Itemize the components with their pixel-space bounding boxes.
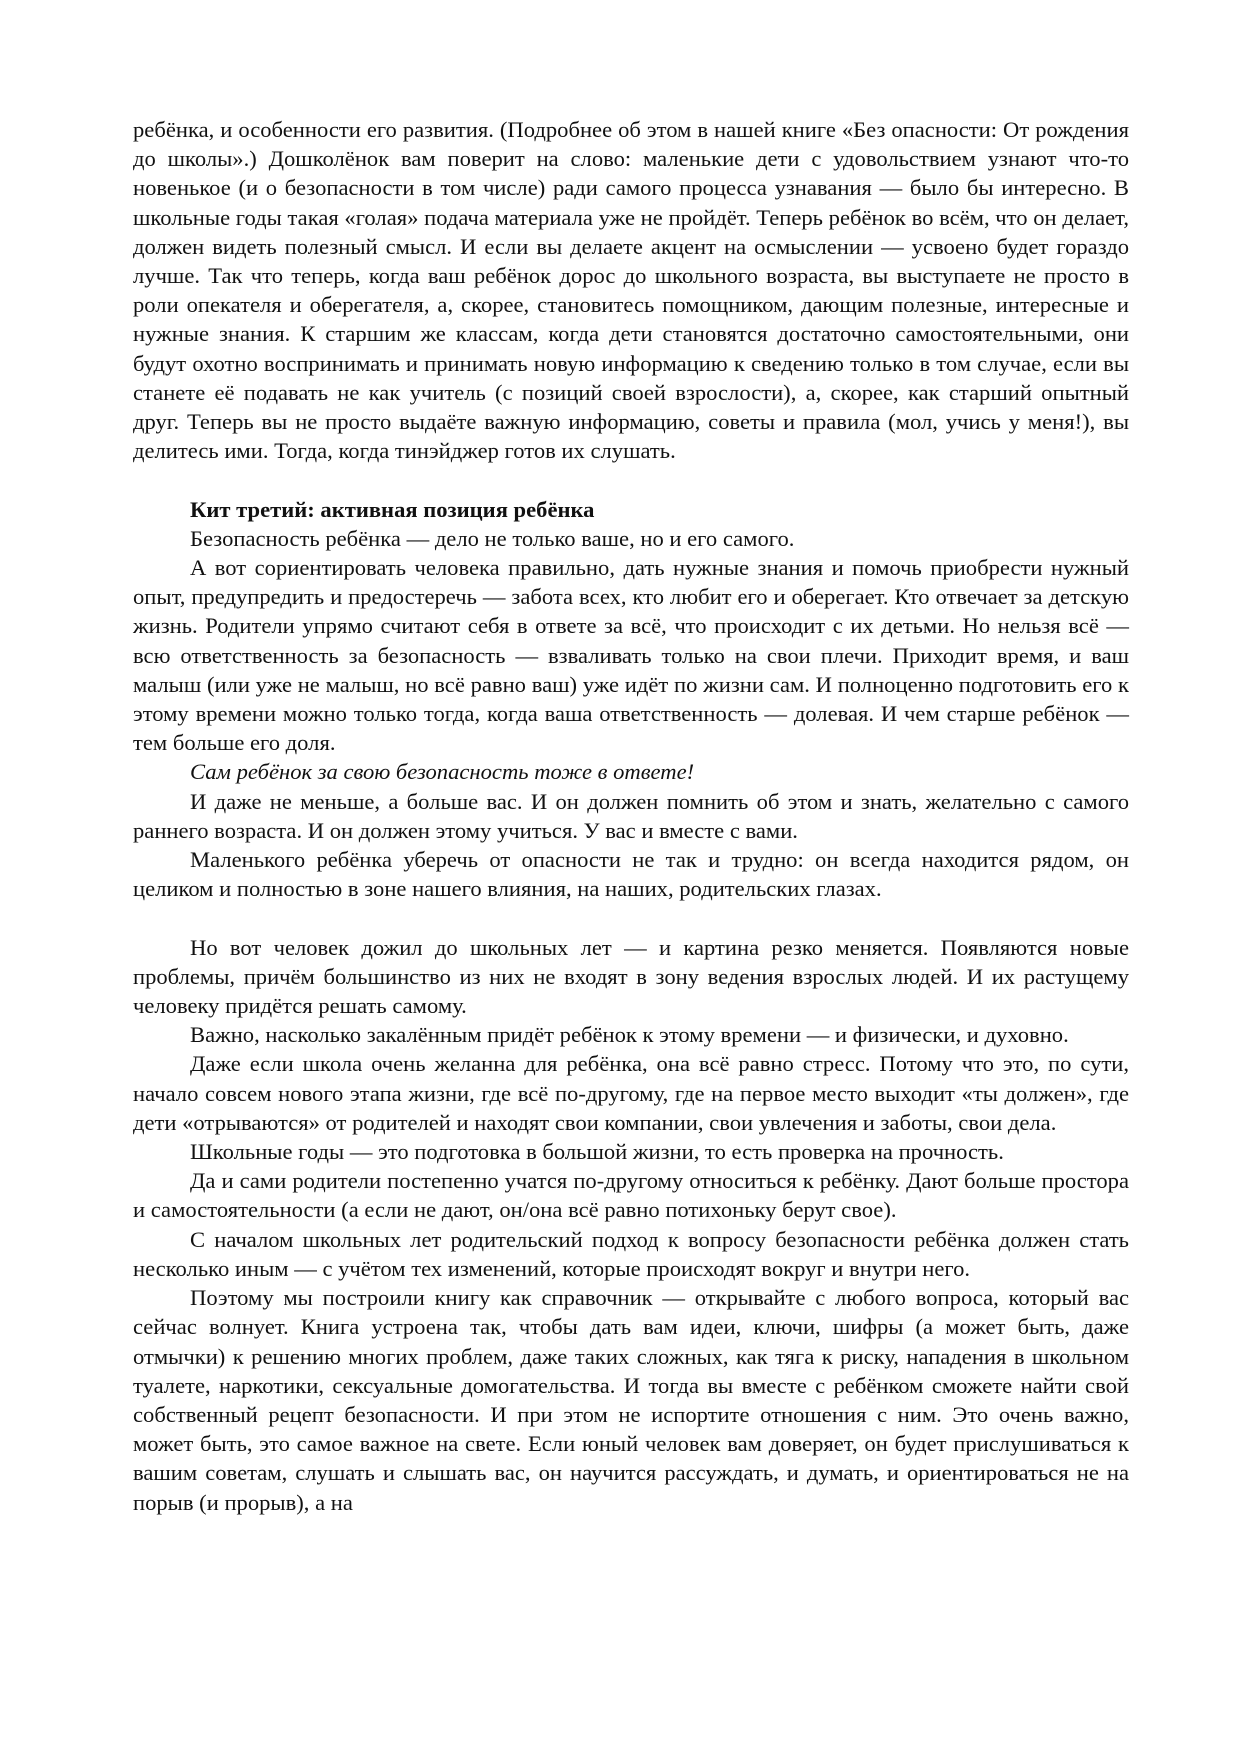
document-page bbox=[133, 115, 1129, 1517]
paragraph: А вот сориентировать человека правильно, дать нужные знания и помочь приобрести нужный опыт, предупредить и предостеречь — забота всех, кто любит его и оберегает. Кто отвечает за детскую жизнь. Родители упрямо считают себя в ответе за всё, что происходит с их детьми. Но нельзя всё — всю ответственность за безопасность — взваливать только на свои плечи. Приходит время, и ваш малыш (или уже не малыш, но всё равно ваш) уже идёт по жизни сам. И полноценно подготовить его к этому времени можно только тогда, когда ваша ответственность — долевая. И чем старше ребёнок — тем больше его доля. bbox=[133, 555, 1129, 756]
paragraph: Поэтому мы построили книгу как справочник — открывайте с любого вопроса, который вас сейчас волнует. Книга устроена так, чтобы дать вам идеи, ключи, шифры (а может быть, даже отмычки) к решению многих проблем, даже таких сложных, как тяга к риску, нападения в школьном туалете, наркотики, сексуальные домогательства. И тогда вы вместе с ребёнком сможете найти свой собственный рецепт безопасности. И при этом не испортите отношения с ним. Это очень важно, может быть, это самое важное на свете. Если юный человек вам доверяет, он будет прислушиваться к вашим советам, слушать и слышать вас, он научится рассуждать, и думать, и ориентироваться не на порыв (и прорыв), а на bbox=[133, 1285, 1129, 1515]
paragraph: Даже если школа очень желанна для ребёнка, она всё равно стресс. Потому что это, по сути, начало совсем нового этапа жизни, где всё по-другому, где на первое место выходит «ты должен», где дети «отрываются» от родителей и находят свои компании, свои увлечения и заботы, свои дела. bbox=[133, 1051, 1129, 1135]
paragraph: Безопасность ребёнка — дело не только ваше, но и его самого. bbox=[190, 525, 795, 551]
paragraph-gap bbox=[133, 903, 1129, 932]
paragraph: Да и сами родители постепенно учатся по-другому относиться к ребёнку. Дают больше простора и самостоятельности (а если не дают, он/она всё равно потихоньку берут свое). bbox=[133, 1168, 1129, 1223]
section-gap bbox=[133, 465, 1129, 494]
paragraph: Маленького ребёнка уберечь от опасности не так и трудно: он всегда находится рядом, он целиком и полностью в зоне нашего влияния, на наших, родительских глазах. bbox=[133, 847, 1129, 902]
paragraph: Важно, насколько закалённым придёт ребёнок к этому времени — и физически, и духовно. bbox=[190, 1022, 1069, 1048]
intro-paragraph: ребёнка, и особенности его развития. (Подробнее об этом в нашей книге «Без опасности: От рождения до школы».) Дошколёнок вам поверит на слово: маленькие дети с удовольствием узнают что-то новенькое (и о безопасности в том числе) ради самого процесса узнавания — было бы интересно. В школьные годы такая «голая» подача материала уже не пройдёт. Теперь ребёнок во всём, что он делает, должен видеть полезный смысл. И если вы делаете акцент на осмыслении — усвоено будет гораздо лучше. Так что теперь, когда ваш ребёнок дорос до школьного возраста, вы выступаете не просто в роли опекателя и оберегателя, а, скорее, становитесь помощником, дающим полезные, интересные и нужные знания. К старшим же классам, когда дети становятся достаточно самостоятельными, они будут охотно воспринимать и принимать новую информацию к сведению только в том случае, если вы станете её подавать не как учитель (с позиций своей взрослости), а, скорее, как старший опытный друг. Теперь вы не просто выдаёте важную информацию, советы и правила (мол, учись у меня!), вы делитесь ими. Тогда, когда тинэйджер готов их слушать. bbox=[133, 117, 1129, 464]
italic-statement: Сам ребёнок за свою безопасность тоже в ответе! bbox=[190, 759, 695, 785]
paragraph: Школьные годы — это подготовка в большой жизни, то есть проверка на прочность. bbox=[190, 1139, 1004, 1165]
paragraph: С началом школьных лет родительский подход к вопросу безопасности ребёнка должен стать несколько иным — с учётом тех изменений, которые происходят вокруг и внутри него. bbox=[133, 1226, 1129, 1281]
section-heading: Кит третий: активная позиция ребёнка bbox=[190, 496, 595, 522]
paragraph: И даже не меньше, а больше вас. И он должен помнить об этом и знать, желательно с самого раннего возраста. И он должен этому учиться. У вас и вместе с вами. bbox=[133, 788, 1129, 843]
paragraph: Но вот человек дожил до школьных лет — и картина резко меняется. Появляются новые проблемы, причём большинство из них не входят в зону ведения взрослых людей. И их растущему человеку придётся решать самому. bbox=[133, 934, 1129, 1019]
